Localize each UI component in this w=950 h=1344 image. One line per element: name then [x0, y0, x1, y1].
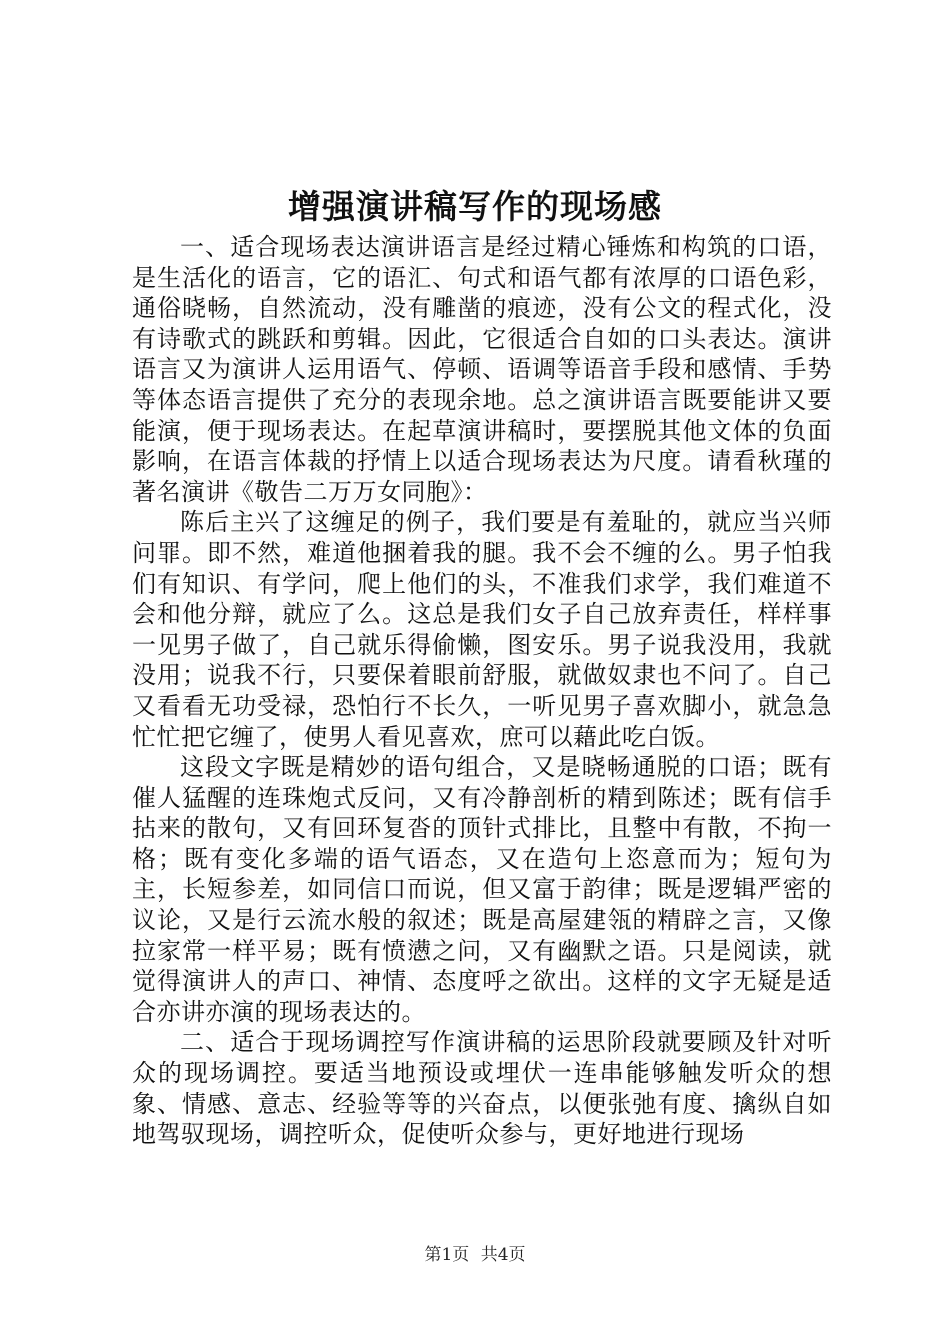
paragraph-4: 二、适合于现场调控写作演讲稿的运思阶段就要顾及针对听众的现场调控。要适当地预设或埋伏一连串能够触发听众的想象、情感、意志、经验等等的兴奋点，以便张弛有度、擒纵自如地驾驭现场，调控听众，促使听众参与，更好地进行现场: [132, 1028, 832, 1149]
document-title: 增强演讲稿写作的现场感: [288, 187, 662, 226]
paragraph-3: 这段文字既是精妙的语句组合，又是晓畅通脱的口语；既有催人猛醒的连珠炮式反问，又有冷静剖析的精到陈述；既有信手拈来的散句，又有回环复沓的顶针式排比，且整中有散，不拘一格；既有变化多端的语气语态，又在造句上恣意而为；短句为主，长短参差，如同信口而说，但又富于韵律；既是逻辑严密的议论，又是行云流水般的叙述；既是高屋建瓴的精辟之言，又像拉家常一样平易；既有愤懑之问，又有幽默之语。只是阅读，就觉得演讲人的声口、神情、态度呼之欲出。这样的文字无疑是适合亦讲亦演的现场表达的。: [132, 753, 832, 1026]
document-body: [132, 232, 832, 1150]
page-total: 共4页: [480, 1245, 526, 1265]
page-footer: [0, 1244, 950, 1266]
paragraph-2: 陈后主兴了这缠足的例子，我们要是有羞耻的，就应当兴师问罪。即不然，难道他捆着我的腿。我不会不缠的么。男子怕我们有知识、有学问，爬上他们的头，不准我们求学，我们难道不会和他分辩，就应了么。这总是我们女子自己放弃责任，样样事一见男子做了，自己就乐得偷懒，图安乐。男子说我没用，我就没用；说我不行，只要保着眼前舒服，就做奴隶也不问了。自己又看看无功受禄，恐怕行不长久，一听见男子喜欢脚小，就急急忙忙把它缠了，使男人看见喜欢，庶可以藉此吃白饭。: [132, 508, 832, 751]
paragraph-1: 一、适合现场表达演讲语言是经过精心锤炼和构筑的口语，是生活化的语言，它的语汇、句式和语气都有浓厚的口语色彩，通俗晓畅，自然流动，没有雕凿的痕迹，没有公文的程式化，没有诗歌式的跳跃和剪辑。因此，它很适合自如的口头表达。演讲语言又为演讲人运用语气、停顿、语调等语音手段和感情、手势等体态语言提供了充分的表现余地。总之演讲语言既要能讲又要能演，便于现场表达。在起草演讲稿时，要摆脱其他文体的负面影响，在语言体裁的抒情上以适合现场表达为尺度。请看秋瑾的著名演讲《敬告二万万女同胞》：: [132, 233, 832, 506]
page-number: 第1页: [424, 1245, 470, 1265]
